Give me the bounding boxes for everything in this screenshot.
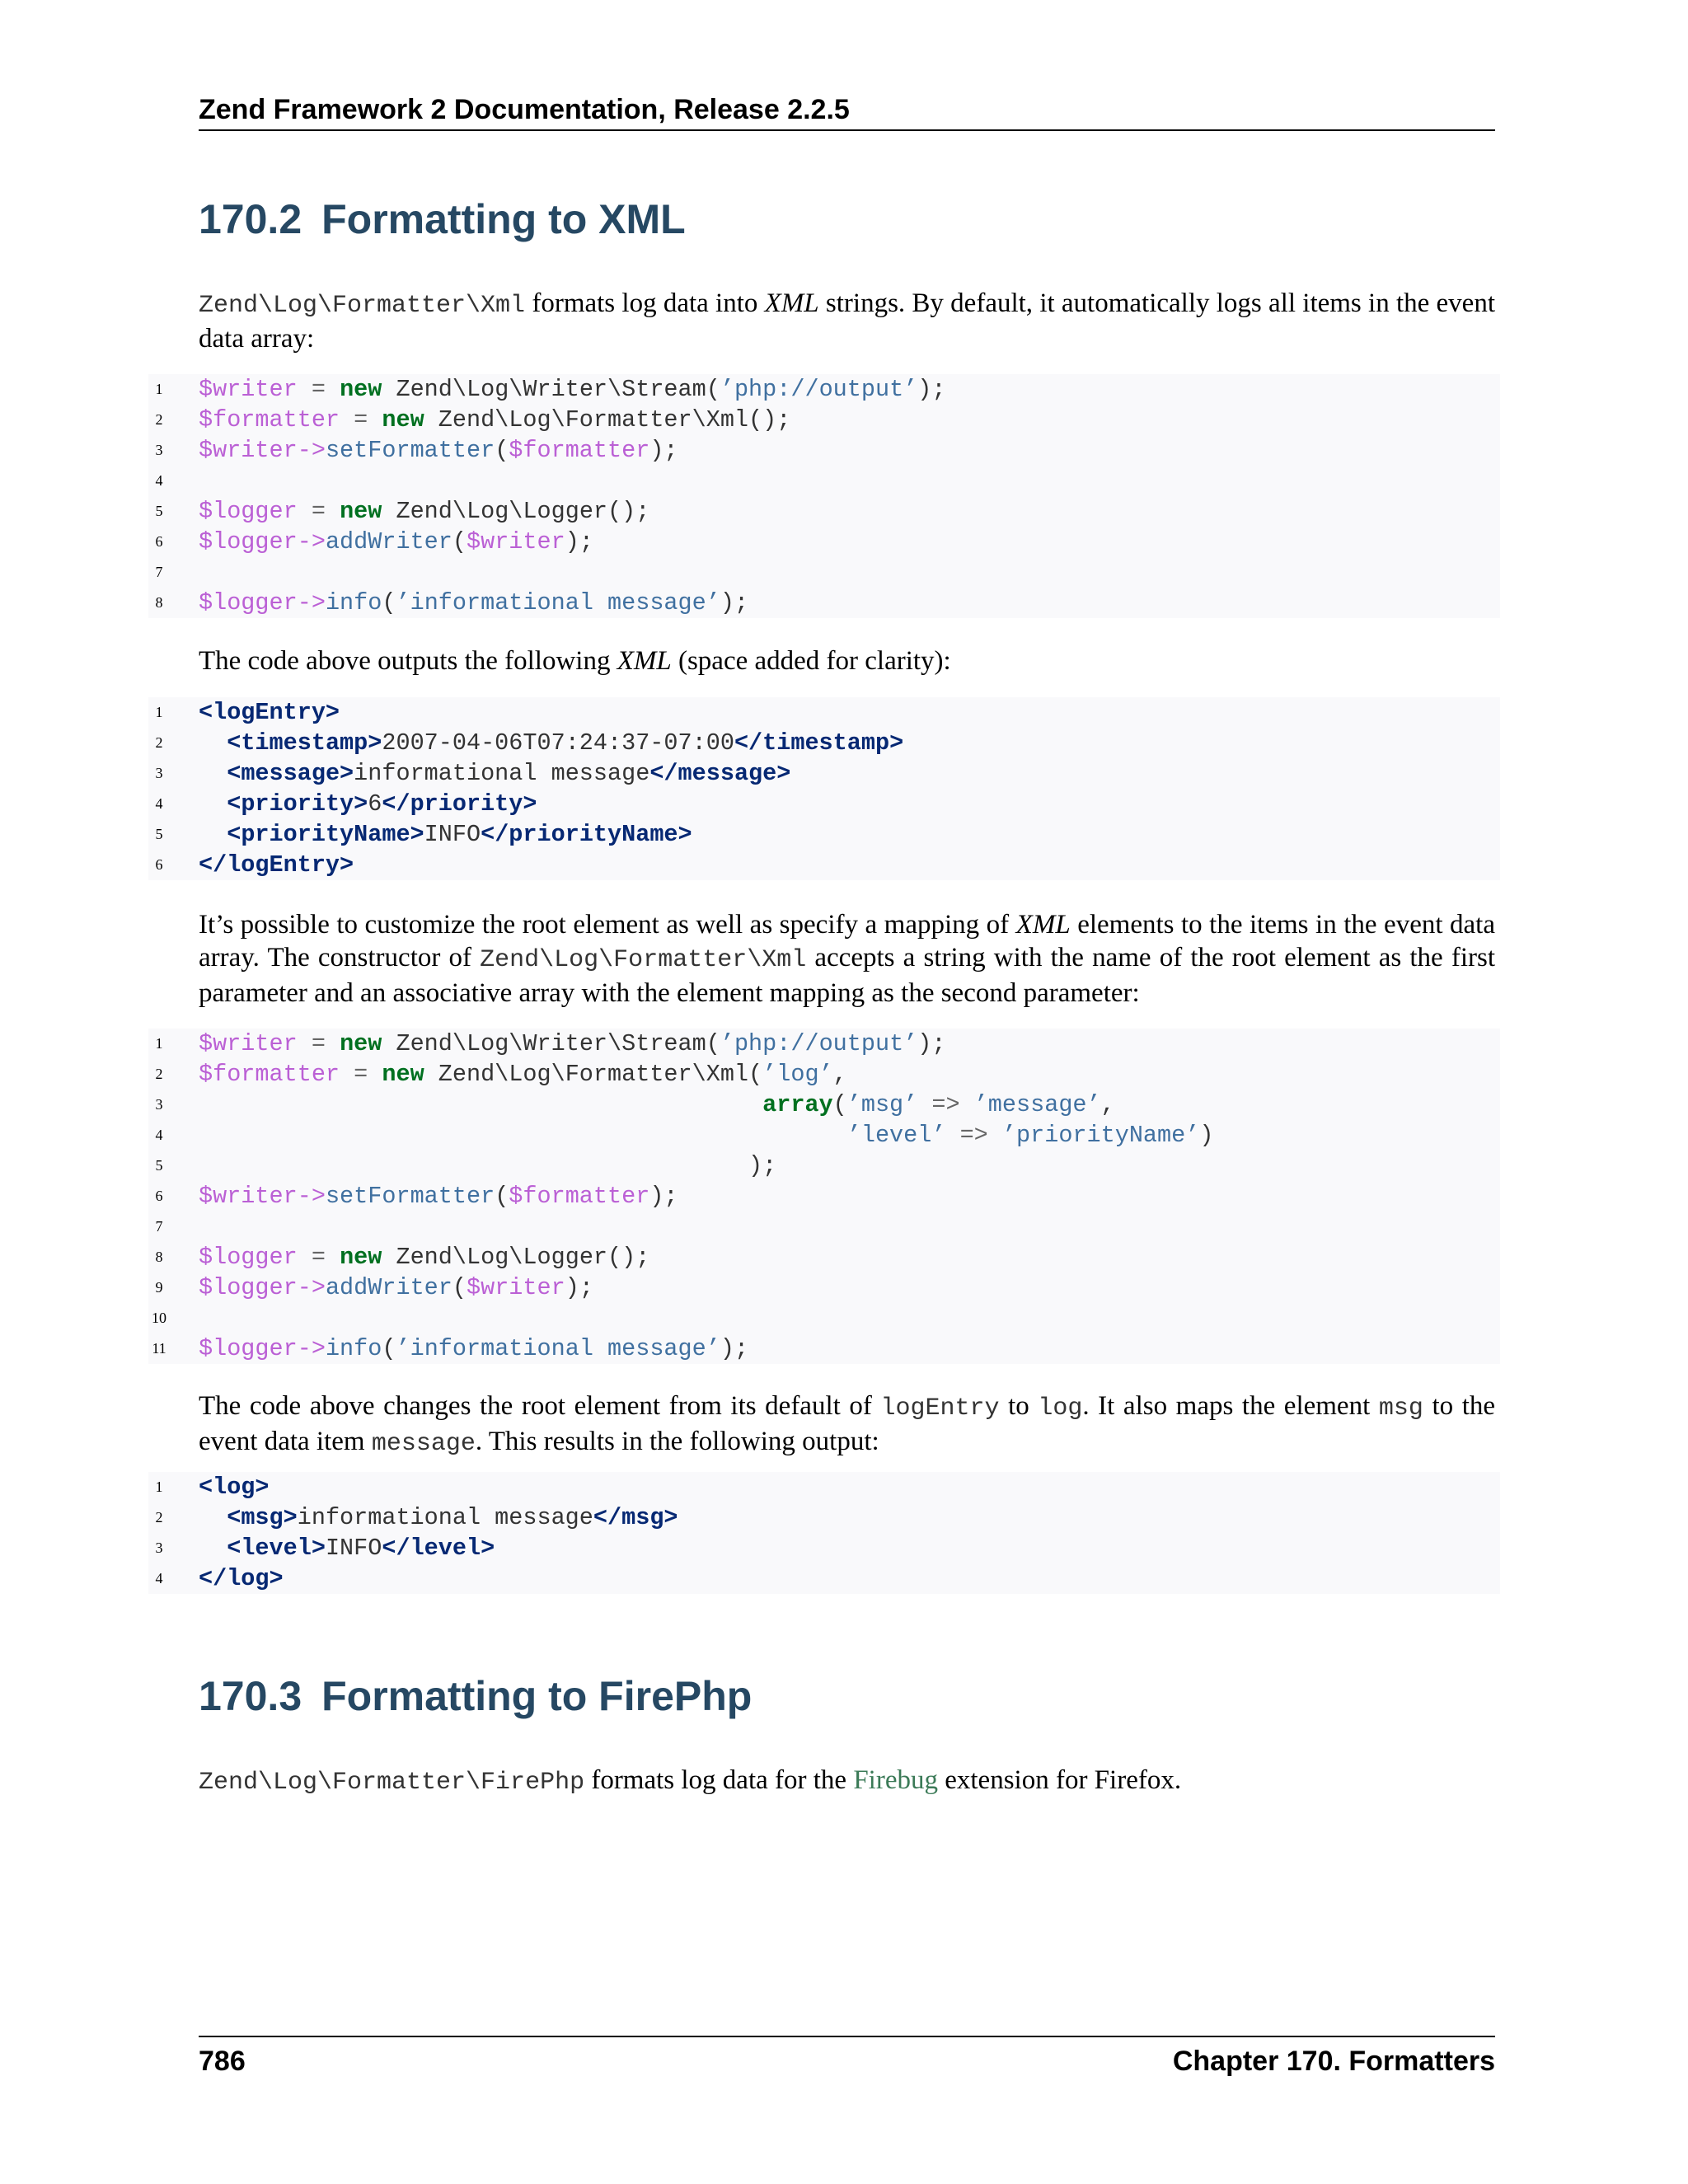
code-block-xml-2 bbox=[148, 1472, 1500, 1594]
section-heading-firephp bbox=[199, 1671, 752, 1721]
code-text: $logger->info(’informational message’); bbox=[199, 589, 749, 616]
line-number: 1 bbox=[155, 381, 163, 397]
code-text: $logger = new Zend\Log\Logger(); bbox=[199, 1244, 650, 1271]
line-number: 5 bbox=[155, 826, 163, 842]
code-line bbox=[148, 1272, 1500, 1303]
code-line bbox=[148, 1151, 1500, 1181]
code-line bbox=[148, 1242, 1500, 1272]
code-line bbox=[148, 850, 1500, 880]
line-number: 2 bbox=[155, 1509, 163, 1526]
line-number: 10 bbox=[152, 1310, 166, 1326]
line-number: 3 bbox=[155, 765, 163, 781]
code-text: $logger = new Zend\Log\Logger(); bbox=[199, 498, 650, 525]
line-number: 1 bbox=[155, 704, 163, 720]
line-number: 4 bbox=[155, 1570, 163, 1586]
code-text: <msg>informational message</msg> bbox=[227, 1504, 678, 1531]
line-number: 4 bbox=[155, 1127, 163, 1143]
line-number: 11 bbox=[152, 1340, 166, 1357]
line-number: 2 bbox=[155, 411, 163, 428]
code-line bbox=[148, 588, 1500, 618]
code-line bbox=[148, 405, 1500, 435]
code-text: $formatter = new Zend\Log\Formatter\Xml(’log’, bbox=[199, 1061, 847, 1088]
code-text: $formatter = new Zend\Log\Formatter\Xml(); bbox=[199, 406, 791, 434]
code-block-xml-1 bbox=[148, 697, 1500, 880]
line-number: 6 bbox=[155, 533, 163, 550]
code-text: $logger->addWriter($writer); bbox=[199, 1274, 593, 1301]
section-number: 170.3 bbox=[199, 1673, 302, 1719]
code-text: ’level’ => ’priorityName’) bbox=[846, 1122, 1214, 1149]
code-line bbox=[148, 1563, 1500, 1594]
header-rule bbox=[199, 129, 1495, 131]
chapter-title: Chapter 170. Formatters bbox=[1172, 2046, 1495, 2077]
section-title: Formatting to FirePhp bbox=[321, 1673, 753, 1719]
line-number: 8 bbox=[155, 1249, 163, 1265]
code-line bbox=[148, 1029, 1500, 1059]
line-number: 1 bbox=[155, 1479, 163, 1495]
code-line bbox=[148, 1303, 1500, 1333]
code-text: $writer->setFormatter($formatter); bbox=[199, 1183, 678, 1210]
code-line bbox=[148, 1120, 1500, 1151]
firebug-link[interactable]: Firebug bbox=[853, 1765, 938, 1795]
code-line bbox=[148, 728, 1500, 758]
code-text: <logEntry> bbox=[199, 699, 340, 726]
code-text: $writer = new Zend\Log\Writer\Stream(’php://output’); bbox=[199, 1030, 946, 1057]
line-number: 4 bbox=[155, 472, 163, 489]
paragraph-customize-root: It’s possible to customize the root element as well as specify a mapping of XML elements to the items in the event data array. The constructor of Zend\Log\Formatter\Xml accepts a string with the name of the root element as the first parameter and an associative array with the element mapping as the second parameter: bbox=[199, 910, 1495, 1008]
line-number: 3 bbox=[155, 1540, 163, 1556]
line-number: 4 bbox=[155, 795, 163, 812]
code-text: <message>informational message</message> bbox=[227, 760, 791, 787]
line-number: 5 bbox=[155, 503, 163, 519]
code-line bbox=[148, 758, 1500, 789]
line-number: 7 bbox=[155, 1218, 163, 1235]
code-text: $logger->addWriter($writer); bbox=[199, 528, 593, 555]
section-number: 170.2 bbox=[199, 196, 302, 242]
code-text: array(’msg’ => ’message’, bbox=[762, 1091, 1115, 1118]
line-number: 8 bbox=[155, 594, 163, 611]
code-line bbox=[148, 1333, 1500, 1364]
code-block-php-2 bbox=[148, 1029, 1500, 1364]
code-line bbox=[148, 466, 1500, 496]
line-number: 6 bbox=[155, 1188, 163, 1204]
code-block-php-1 bbox=[148, 374, 1500, 618]
code-line bbox=[148, 435, 1500, 466]
code-text: $writer = new Zend\Log\Writer\Stream(’php://output’); bbox=[199, 376, 946, 403]
footer-rule bbox=[199, 2036, 1495, 2037]
code-line bbox=[148, 527, 1500, 557]
code-line bbox=[148, 1090, 1500, 1120]
code-text: $writer->setFormatter($formatter); bbox=[199, 437, 678, 464]
paragraph-firephp-intro: Zend\Log\Formatter\FirePhp formats log data for the Firebug extension for Firefox. bbox=[199, 1765, 1182, 1797]
inline-code: Zend\Log\Formatter\Xml bbox=[199, 292, 526, 320]
line-number: 7 bbox=[155, 564, 163, 580]
line-number: 1 bbox=[155, 1035, 163, 1052]
code-line bbox=[148, 1472, 1500, 1502]
section-title: Formatting to XML bbox=[321, 196, 686, 242]
code-text: <priority>6</priority> bbox=[227, 790, 537, 818]
code-line bbox=[148, 789, 1500, 819]
section-heading-xml bbox=[199, 194, 686, 244]
code-text: </log> bbox=[199, 1565, 284, 1592]
code-text: </logEntry> bbox=[199, 851, 354, 879]
paragraph-root-changed: The code above changes the root element from its default of logEntry to log. It also maps the element msg to the event data item message. This results in the following output: bbox=[199, 1391, 1496, 1458]
code-line bbox=[148, 374, 1500, 405]
code-line bbox=[148, 1502, 1500, 1533]
code-line bbox=[148, 819, 1500, 850]
line-number: 3 bbox=[155, 1096, 163, 1113]
code-line bbox=[148, 1059, 1500, 1090]
line-number: 2 bbox=[155, 734, 163, 751]
code-text: <timestamp>2007-04-06T07:24:37-07:00</timestamp> bbox=[227, 729, 904, 757]
running-header: Zend Framework 2 Documentation, Release 2.2.5 bbox=[199, 94, 850, 125]
paragraph-xml-intro: Zend\Log\Formatter\Xml formats log data into XML strings. By default, it automatically logs all items in the event data array: bbox=[199, 288, 1495, 354]
paragraph-xml-output: The code above outputs the following XML (space added for clarity): bbox=[199, 646, 951, 676]
page-number: 786 bbox=[199, 2046, 246, 2077]
code-line bbox=[148, 1533, 1500, 1563]
line-number: 3 bbox=[155, 442, 163, 458]
code-text: <priorityName>INFO</priorityName> bbox=[227, 821, 692, 848]
code-line bbox=[148, 1181, 1500, 1212]
line-number: 2 bbox=[155, 1066, 163, 1082]
code-line bbox=[148, 697, 1500, 728]
code-text: ); bbox=[199, 1152, 777, 1179]
line-number: 5 bbox=[155, 1157, 163, 1174]
code-line bbox=[148, 557, 1500, 588]
inline-code: Zend\Log\Formatter\FirePhp bbox=[199, 1769, 585, 1797]
inline-code: Zend\Log\Formatter\Xml bbox=[480, 946, 807, 974]
line-number: 9 bbox=[155, 1279, 163, 1296]
code-line bbox=[148, 496, 1500, 527]
code-text: $logger->info(’informational message’); bbox=[199, 1335, 749, 1362]
code-text: <level>INFO</level> bbox=[227, 1535, 495, 1562]
code-text: <log> bbox=[199, 1474, 270, 1501]
code-line bbox=[148, 1212, 1500, 1242]
line-number: 6 bbox=[155, 856, 163, 873]
